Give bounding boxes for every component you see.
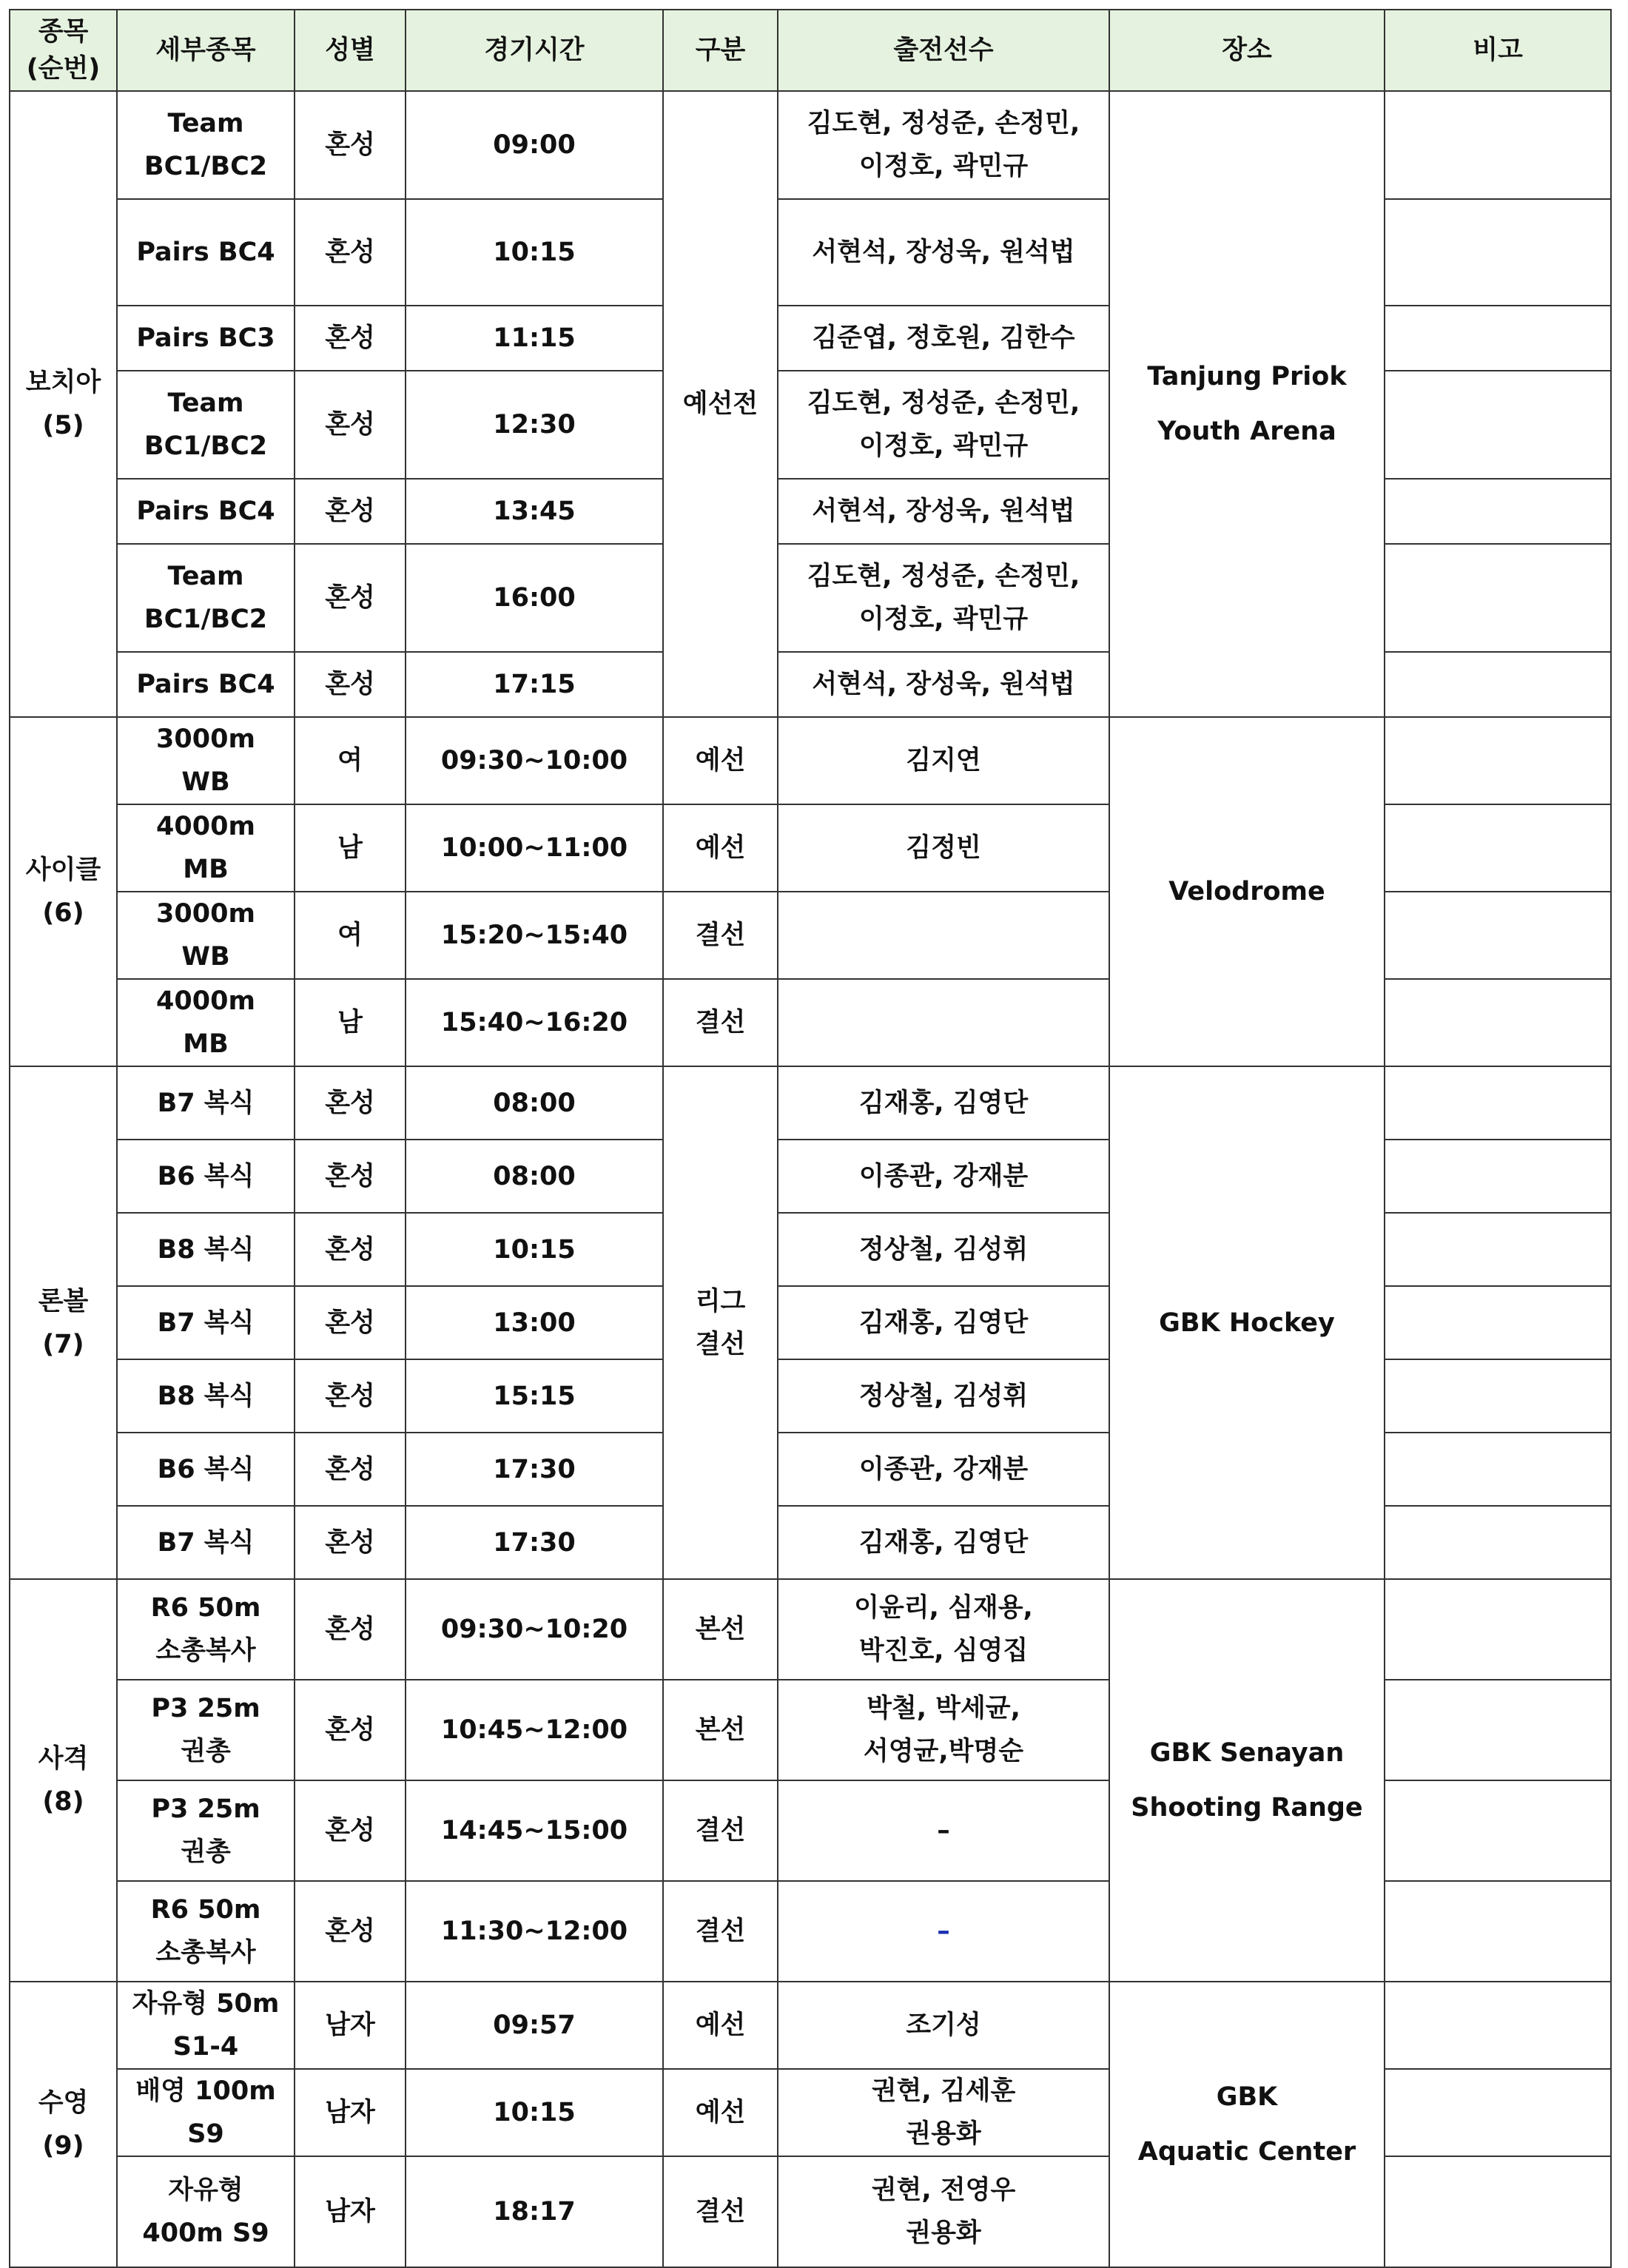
event-cell: R6 50m 소총복사 [117,1881,295,1982]
gender-cell: 남자 [295,2156,406,2267]
header-venue: 장소 [1109,10,1385,91]
gender-cell: 혼성 [295,1213,406,1286]
players-cell: 김도현, 정성준, 손정민, 이정호, 곽민규 [778,91,1109,199]
round-cell: 결선 [663,1780,778,1881]
time-cell: 10:45~12:00 [406,1680,663,1780]
header-gender: 성별 [295,10,406,91]
gender-cell: 혼성 [295,479,406,544]
gender-cell: 혼성 [295,1066,406,1140]
time-cell: 10:00~11:00 [406,804,663,892]
players-cell: – [778,1780,1109,1881]
time-cell: 15:15 [406,1359,663,1433]
players-cell: 김재홍, 김영단 [778,1066,1109,1140]
gender-cell: 여 [295,892,406,979]
note-cell [1385,1433,1611,1506]
table-row [10,717,1611,804]
venue-cell: Tanjung Priok Youth Arena [1109,91,1385,717]
header-sport: 종목 (순번) [10,10,117,91]
players-cell: 정상철, 김성휘 [778,1359,1109,1433]
note-cell [1385,1881,1611,1982]
time-cell: 09:00 [406,91,663,199]
time-cell: 17:30 [406,1506,663,1579]
round-cell: 예선 [663,2069,778,2156]
event-cell: B8 복식 [117,1359,295,1433]
event-cell: Team BC1/BC2 [117,371,295,479]
sport-cell: 사격 (8) [10,1579,117,1982]
event-cell: 4000m MB [117,979,295,1066]
note-cell [1385,2069,1611,2156]
table-row [10,1579,1611,1680]
gender-cell: 남자 [295,2069,406,2156]
gender-cell: 혼성 [295,1140,406,1213]
event-cell: B7 복식 [117,1066,295,1140]
event-cell: B8 복식 [117,1213,295,1286]
note-cell [1385,1286,1611,1359]
note-cell [1385,1359,1611,1433]
players-cell: – [778,1881,1109,1982]
sport-cell: 론볼 (7) [10,1066,117,1579]
event-cell: Team BC1/BC2 [117,91,295,199]
note-cell [1385,199,1611,306]
header-round: 구분 [663,10,778,91]
note-cell [1385,306,1611,371]
gender-cell: 혼성 [295,1680,406,1780]
round-cell: 본선 [663,1680,778,1780]
round-cell: 결선 [663,2156,778,2267]
time-cell: 15:40~16:20 [406,979,663,1066]
event-cell: Pairs BC4 [117,479,295,544]
players-cell: 김도현, 정성준, 손정민, 이정호, 곽민규 [778,371,1109,479]
players-cell: 서현석, 장성욱, 원석법 [778,479,1109,544]
time-cell: 09:30~10:00 [406,717,663,804]
note-cell [1385,1680,1611,1780]
time-cell: 10:15 [406,1213,663,1286]
gender-cell: 혼성 [295,1579,406,1680]
header-time: 경기시간 [406,10,663,91]
time-cell: 18:17 [406,2156,663,2267]
players-cell: 김정빈 [778,804,1109,892]
venue-cell: Velodrome [1109,717,1385,1066]
time-cell: 13:00 [406,1286,663,1359]
header-row [10,10,1611,91]
players-cell: 서현석, 장성욱, 원석법 [778,199,1109,306]
event-cell: Pairs BC4 [117,199,295,306]
event-cell: B6 복식 [117,1140,295,1213]
note-cell [1385,544,1611,652]
header-note: 비고 [1385,10,1611,91]
time-cell: 14:45~15:00 [406,1780,663,1881]
event-cell: 4000m MB [117,804,295,892]
gender-cell: 여 [295,717,406,804]
players-cell: 서현석, 장성욱, 원석법 [778,652,1109,717]
gender-cell: 남자 [295,1982,406,2069]
header-event: 세부종목 [117,10,295,91]
event-cell: Pairs BC4 [117,652,295,717]
gender-cell: 혼성 [295,1433,406,1506]
venue-cell: GBK Senayan Shooting Range [1109,1579,1385,1982]
players-cell: 김도현, 정성준, 손정민, 이정호, 곽민규 [778,544,1109,652]
table-row [10,1066,1611,1140]
players-cell: 박철, 박세균, 서영균,박명순 [778,1680,1109,1780]
round-cell: 예선 [663,804,778,892]
gender-cell: 혼성 [295,306,406,371]
event-cell: B6 복식 [117,1433,295,1506]
players-cell [778,892,1109,979]
event-cell: B7 복식 [117,1286,295,1359]
time-cell: 09:30~10:20 [406,1579,663,1680]
time-cell: 15:20~15:40 [406,892,663,979]
players-cell: 이종관, 강재분 [778,1140,1109,1213]
players-cell: 이윤리, 심재용, 박진호, 심영집 [778,1579,1109,1680]
time-cell: 12:30 [406,371,663,479]
table-row [10,91,1611,199]
event-cell: 자유형 400m S9 [117,2156,295,2267]
note-cell [1385,1140,1611,1213]
round-cell: 리그 결선 [663,1066,778,1579]
players-cell: 조기성 [778,1982,1109,2069]
event-cell: 배영 100m S9 [117,2069,295,2156]
time-cell: 10:15 [406,2069,663,2156]
players-cell: 김재홍, 김영단 [778,1506,1109,1579]
time-cell: 09:57 [406,1982,663,2069]
note-cell [1385,652,1611,717]
round-cell: 결선 [663,979,778,1066]
players-cell: 이종관, 강재분 [778,1433,1109,1506]
time-cell: 17:15 [406,652,663,717]
round-cell: 예선전 [663,91,778,717]
note-cell [1385,91,1611,199]
time-cell: 08:00 [406,1066,663,1140]
table-row [10,1982,1611,2069]
players-cell: 권현, 김세훈 권용화 [778,2069,1109,2156]
note-cell [1385,371,1611,479]
gender-cell: 혼성 [295,1286,406,1359]
note-cell [1385,804,1611,892]
note-cell [1385,479,1611,544]
gender-cell: 혼성 [295,1881,406,1982]
time-cell: 11:30~12:00 [406,1881,663,1982]
round-cell: 예선 [663,717,778,804]
event-cell: P3 25m 권총 [117,1780,295,1881]
schedule-table [9,9,1612,2268]
sport-cell: 보치아 (5) [10,91,117,717]
event-cell: Pairs BC3 [117,306,295,371]
time-cell: 08:00 [406,1140,663,1213]
time-cell: 11:15 [406,306,663,371]
note-cell [1385,892,1611,979]
gender-cell: 혼성 [295,652,406,717]
event-cell: R6 50m 소총복사 [117,1579,295,1680]
round-cell: 예선 [663,1982,778,2069]
header-players: 출전선수 [778,10,1109,91]
players-cell: 정상철, 김성휘 [778,1213,1109,1286]
players-cell: 김지연 [778,717,1109,804]
players-cell: 김재홍, 김영단 [778,1286,1109,1359]
note-cell [1385,2156,1611,2267]
event-cell: P3 25m 권총 [117,1680,295,1780]
sport-cell: 수영 (9) [10,1982,117,2267]
players-cell: 김준엽, 정호원, 김한수 [778,306,1109,371]
note-cell [1385,979,1611,1066]
players-cell: 권현, 전영우 권용화 [778,2156,1109,2267]
venue-cell: GBK Hockey [1109,1066,1385,1579]
event-cell: 3000m WB [117,717,295,804]
gender-cell: 혼성 [295,1780,406,1881]
note-cell [1385,1213,1611,1286]
gender-cell: 남 [295,979,406,1066]
players-cell [778,979,1109,1066]
sport-cell: 사이클 (6) [10,717,117,1066]
note-cell [1385,1506,1611,1579]
venue-cell: GBK Aquatic Center [1109,1982,1385,2267]
round-cell: 결선 [663,1881,778,1982]
note-cell [1385,1579,1611,1680]
event-cell: B7 복식 [117,1506,295,1579]
gender-cell: 혼성 [295,91,406,199]
time-cell: 16:00 [406,544,663,652]
event-cell: 자유형 50m S1-4 [117,1982,295,2069]
gender-cell: 남 [295,804,406,892]
event-cell: 3000m WB [117,892,295,979]
note-cell [1385,1066,1611,1140]
note-cell [1385,717,1611,804]
note-cell [1385,1982,1611,2069]
schedule-body [10,91,1611,2267]
time-cell: 13:45 [406,479,663,544]
time-cell: 10:15 [406,199,663,306]
round-cell: 본선 [663,1579,778,1680]
time-cell: 17:30 [406,1433,663,1506]
gender-cell: 혼성 [295,544,406,652]
round-cell: 결선 [663,892,778,979]
gender-cell: 혼성 [295,1359,406,1433]
gender-cell: 혼성 [295,371,406,479]
event-cell: Team BC1/BC2 [117,544,295,652]
gender-cell: 혼성 [295,199,406,306]
gender-cell: 혼성 [295,1506,406,1579]
note-cell [1385,1780,1611,1881]
